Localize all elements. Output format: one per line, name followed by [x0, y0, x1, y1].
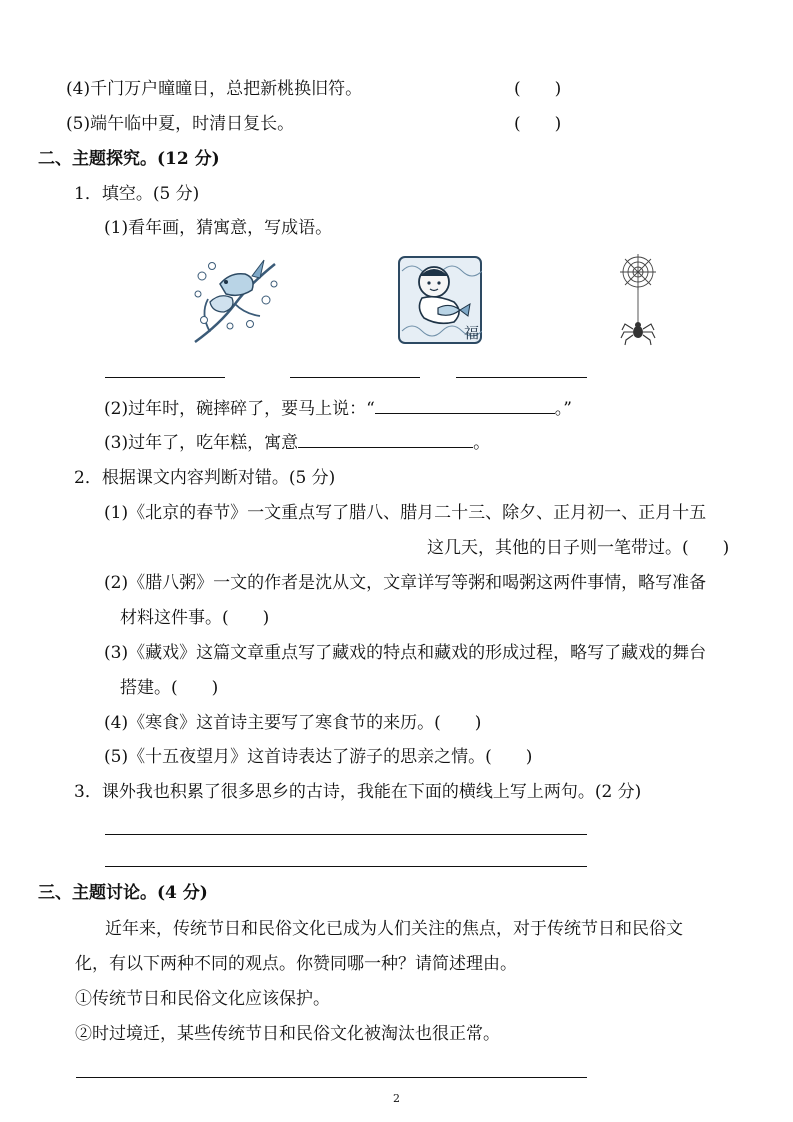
- opinion-1: ①传统节日和民俗文化应该保护。: [75, 989, 330, 1009]
- q3-answer-line-1[interactable]: [105, 834, 587, 835]
- section-3-paragraph-line1: 近年来，传统节日和民俗文化已成为人们关注的焦点，对于传统节日和民俗文: [105, 919, 683, 939]
- q2-item-5: (5)《十五夜望月》这首诗表达了游子的思亲之情。( ): [104, 747, 533, 767]
- q1-label: 1．填空。(5 分): [74, 184, 200, 204]
- q2-item-2-line2: 材料这件事。( ): [120, 608, 270, 628]
- section-3-heading: 三、主题讨论。(4 分): [38, 883, 208, 903]
- item-5-text: (5)端午临中夏，时清日复长。: [66, 114, 295, 134]
- q3-answer-line-2[interactable]: [105, 866, 587, 867]
- q2-label: 2．根据课文内容判断对错。(5 分): [74, 468, 336, 488]
- q1-part3-prefix: (3)过年了，吃年糕，寓意: [104, 433, 299, 453]
- q1-part3: [104, 432, 490, 454]
- q1-part1-prompt: (1)看年画，猜寓意，写成语。: [104, 218, 333, 238]
- answer-line-3[interactable]: [456, 377, 587, 378]
- section-2-heading: 二、主题探究。(12 分): [38, 149, 220, 169]
- fu-character: 福: [464, 324, 480, 342]
- answer-line-2[interactable]: [290, 377, 420, 378]
- section-3-answer-line[interactable]: [76, 1077, 587, 1078]
- page-number: 2: [393, 1092, 400, 1105]
- q2-item-2-line1: (2)《腊八粥》一文的作者是沈从文，文章详写等粥和喝粥这两件事情，略写准备: [104, 573, 707, 593]
- spider-web-image: [614, 252, 662, 348]
- child-with-fish-image: [398, 256, 482, 344]
- q2-item-1-line2: 这几天，其他的日子则一笔带过。( ): [427, 538, 730, 558]
- section-3-paragraph-line2: 化，有以下两种不同的观点。你赞同哪一种？请简述理由。: [75, 954, 517, 974]
- item-4-answer-paren[interactable]: ( ): [514, 79, 562, 99]
- q3-label: 3．课外我也积累了很多思乡的古诗，我能在下面的横线上写上两句。(2 分): [74, 782, 642, 802]
- q1-part3-suffix: 。: [473, 433, 491, 453]
- q2-item-3-line2: 搭建。( ): [120, 678, 219, 698]
- item-4-text: (4)千门万户曈曈日，总把新桃换旧符。: [66, 79, 363, 99]
- q1-part3-blank[interactable]: [298, 433, 473, 448]
- magpie-plum-blossom-image: [190, 254, 282, 350]
- q2-item-3-line1: (3)《藏戏》这篇文章重点写了藏戏的特点和藏戏的形成过程，略写了藏戏的舞台: [104, 643, 707, 663]
- q1-part2-suffix: 。”: [554, 399, 572, 419]
- q1-part2-prefix: (2)过年时，碗摔碎了，要马上说：“: [104, 399, 375, 419]
- q1-part2-blank[interactable]: [375, 399, 555, 414]
- answer-line-1[interactable]: [105, 377, 225, 378]
- q2-item-1-line1: (1)《北京的春节》一文重点写了腊八、腊月二十三、除夕、正月初一、正月十五: [104, 503, 707, 523]
- q2-item-4: (4)《寒食》这首诗主要写了寒食节的来历。( ): [104, 713, 482, 733]
- item-5-answer-paren[interactable]: ( ): [514, 114, 562, 134]
- opinion-2: ②时过境迁，某些传统节日和民俗文化被淘汰也很正常。: [75, 1024, 500, 1044]
- q1-part2: [104, 398, 572, 420]
